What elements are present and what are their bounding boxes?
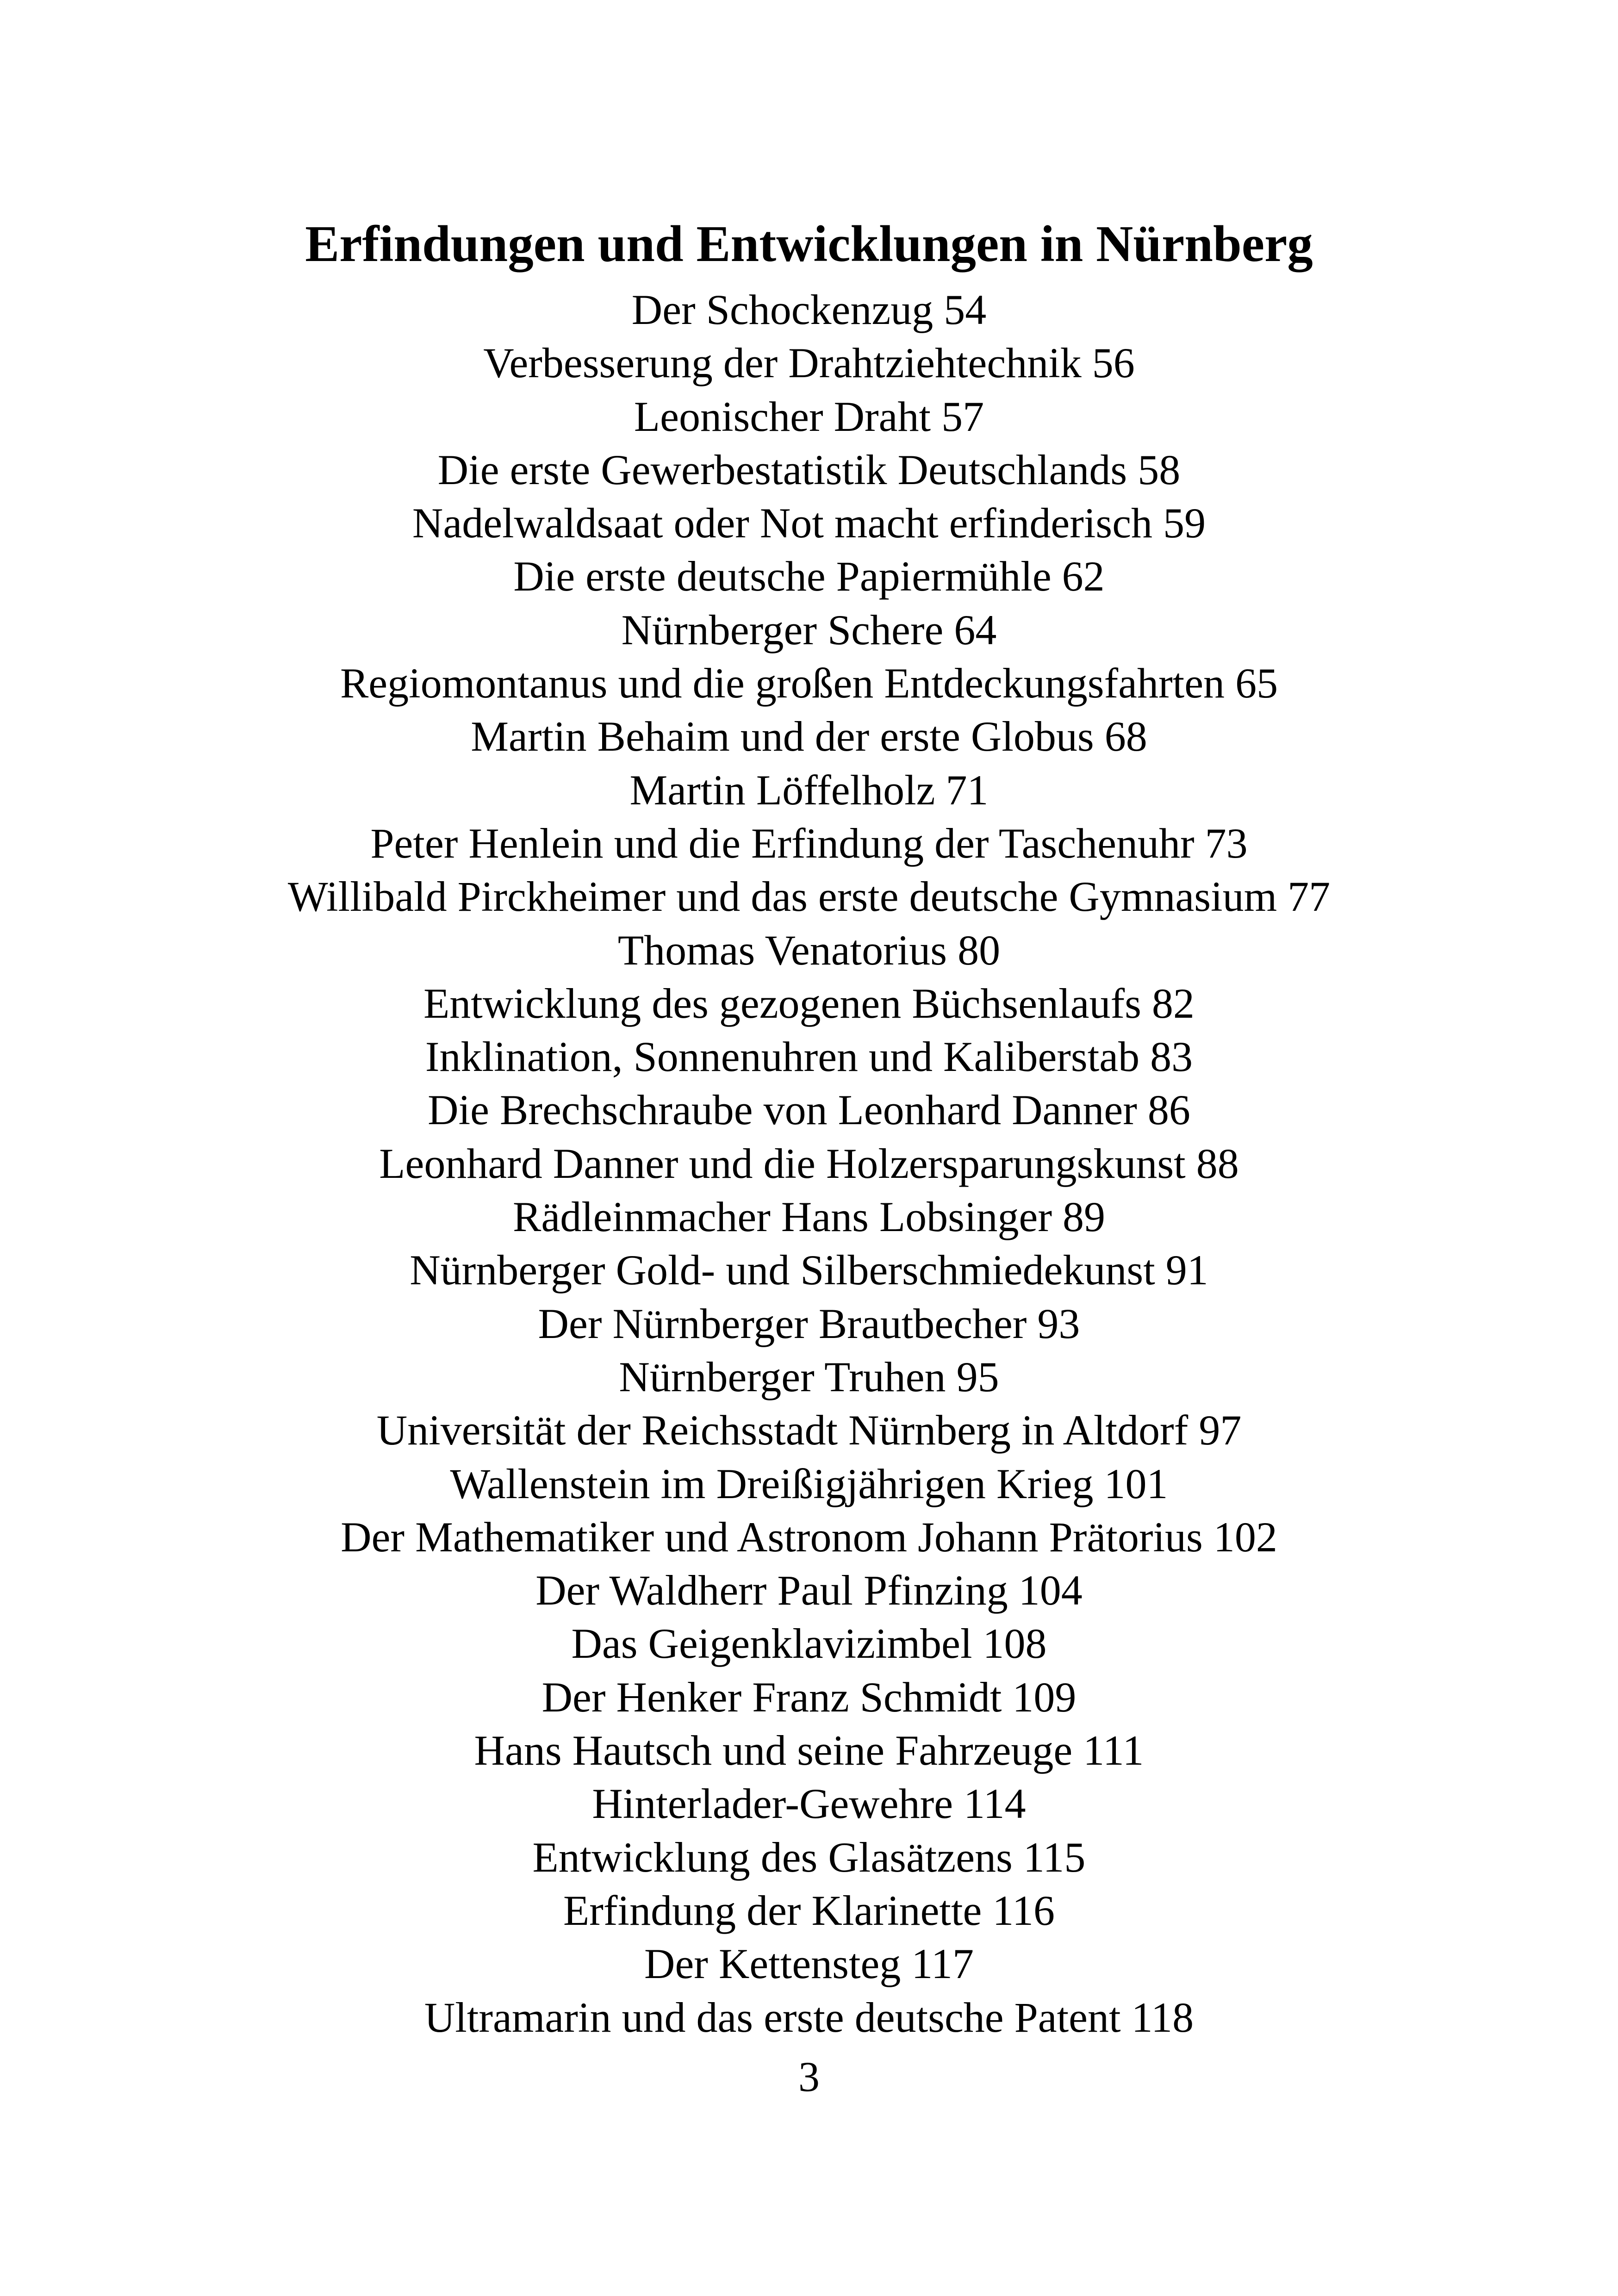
toc-entry-page-number: 117 (911, 1940, 974, 1988)
toc-entry-title: Der Kettensteg (644, 1940, 901, 1988)
toc-entry (0, 657, 1618, 710)
toc-entry-page-number: 88 (1196, 1139, 1239, 1187)
toc-entry-page-number: 56 (1092, 339, 1135, 387)
toc-entry-page-number: 115 (1023, 1833, 1086, 1881)
toc-entry-page-number: 68 (1104, 713, 1147, 760)
toc-entry-title: Erfindung der Klarinette (563, 1886, 982, 1934)
toc-entry (0, 1991, 1618, 2044)
toc-entry-page-number: 111 (1083, 1727, 1144, 1774)
toc-entry-title: Leonhard Danner und die Holzersparungskunst (379, 1139, 1186, 1187)
toc-entry (0, 390, 1618, 443)
toc-entry (0, 1190, 1618, 1244)
toc-entry (0, 1884, 1618, 1937)
toc-entry (0, 1937, 1618, 1991)
toc-entry (0, 1671, 1618, 1724)
toc-entry-title: Hinterlader-Gewehre (592, 1780, 953, 1828)
toc-entry (0, 817, 1618, 870)
toc-entry-title: Rädleinmacher Hans Lobsinger (513, 1193, 1052, 1241)
toc-entry-title: Ultramarin und das erste deutsche Patent (424, 1993, 1121, 2041)
toc-entry-title: Entwicklung des Glasätzens (532, 1833, 1013, 1881)
toc-entry-page-number: 104 (1018, 1567, 1083, 1614)
toc-entry-title: Nürnberger Truhen (619, 1353, 946, 1400)
toc-entry (0, 1030, 1618, 1083)
toc-entry (0, 497, 1618, 550)
toc-entry-title: Der Mathematiker und Astronom Johann Prätorius (341, 1513, 1203, 1561)
toc-entry-page-number: 108 (983, 1620, 1047, 1668)
toc-entry (0, 1617, 1618, 1670)
toc-entry-page-number: 57 (941, 392, 984, 440)
toc-entry-page-number: 77 (1288, 873, 1331, 921)
toc-entry-title: Thomas Venatorius (617, 926, 947, 974)
toc-entry (0, 710, 1618, 763)
toc-entry-title: Entwicklung des gezogenen Büchsenlaufs (423, 979, 1141, 1027)
toc-entry-page-number: 109 (1012, 1673, 1077, 1721)
toc-entry-page-number: 54 (944, 286, 987, 333)
toc-entry-page-number: 95 (956, 1353, 999, 1400)
toc-entry-title: Hans Hautsch und seine Fahrzeuge (474, 1727, 1073, 1774)
toc-entry-page-number: 101 (1104, 1460, 1168, 1507)
toc-entry-title: Das Geigenklavizimbel (571, 1620, 972, 1668)
toc-entry (0, 764, 1618, 817)
toc-entry-page-number: 58 (1138, 446, 1181, 493)
toc-entry (0, 1244, 1618, 1297)
toc-entry-title: Nürnberger Schere (621, 606, 944, 653)
toc-entry-title: Die erste deutsche Papiermühle (513, 553, 1052, 600)
toc-entry (0, 1404, 1618, 1457)
toc-entry-page-number: 62 (1062, 553, 1105, 600)
toc-entry-title: Willibald Pirckheimer und das erste deutsche Gymnasium (287, 873, 1277, 921)
toc-entry (0, 924, 1618, 977)
toc-entry-title: Regiomontanus und die großen Entdeckungsfahrten (340, 660, 1225, 707)
toc-entry (0, 1137, 1618, 1190)
toc-entry-title: Der Nürnberger Brautbecher (538, 1300, 1027, 1347)
toc-entry (0, 1831, 1618, 1884)
toc-entry-page-number: 114 (964, 1780, 1026, 1828)
toc-entry-title: Nürnberger Gold- und Silberschmiedekunst (410, 1246, 1155, 1294)
page-number: 3 (798, 2053, 820, 2100)
toc-entry-title: Martin Löffelholz (629, 766, 935, 814)
toc-entry-page-number: 93 (1037, 1300, 1080, 1347)
toc-entry-title: Leonischer Draht (634, 392, 931, 440)
toc-entry-page-number: 80 (958, 926, 1001, 974)
toc-entry (0, 1083, 1618, 1137)
section-heading: Erfindungen und Entwicklungen in Nürnberg (305, 216, 1313, 273)
toc-entry-title: Die erste Gewerbestatistik Deutschlands (437, 446, 1127, 493)
toc-entry-page-number: 71 (946, 766, 989, 814)
toc-entry-page-number: 97 (1199, 1406, 1242, 1454)
toc-entry (0, 1564, 1618, 1617)
toc-entry-page-number: 82 (1151, 979, 1195, 1027)
toc-entry-title: Inklination, Sonnenuhren und Kaliberstab (425, 1033, 1140, 1081)
toc-entry-page-number: 89 (1062, 1193, 1105, 1241)
toc-entry-title: Martin Behaim und der erste Globus (471, 713, 1094, 760)
toc-entry-title: Die Brechschraube von Leonhard Danner (428, 1086, 1137, 1134)
toc-entry-title: Nadelwaldsaat oder Not macht erfinderisch (412, 499, 1153, 547)
toc-entry (0, 977, 1618, 1030)
toc-entry (0, 604, 1618, 657)
toc-entry (0, 283, 1618, 336)
toc-entry-page-number: 102 (1213, 1513, 1277, 1561)
toc-entry-page-number: 64 (954, 606, 997, 653)
toc-entry (0, 443, 1618, 497)
toc-entry-title: Der Waldherr Paul Pfinzing (535, 1567, 1008, 1614)
toc-entry (0, 336, 1618, 390)
toc-entry-title: Peter Henlein und die Erfindung der Taschenuhr (370, 819, 1195, 867)
toc-entry-page-number: 118 (1131, 1993, 1194, 2041)
toc-entry (0, 550, 1618, 603)
toc-entry (0, 1457, 1618, 1511)
toc-entry-page-number: 59 (1163, 499, 1206, 547)
toc-entry (0, 870, 1618, 923)
table-of-contents (0, 283, 1618, 2044)
toc-entry (0, 1777, 1618, 1830)
toc-entry-title: Wallenstein im Dreißigjährigen Krieg (450, 1460, 1094, 1507)
toc-entry-title: Verbesserung der Drahtziehtechnik (483, 339, 1082, 387)
toc-entry-page-number: 73 (1205, 819, 1248, 867)
toc-entry-title: Der Schockenzug (631, 286, 933, 333)
toc-entry (0, 1511, 1618, 1564)
toc-entry-page-number: 83 (1150, 1033, 1193, 1081)
toc-entry-title: Der Henker Franz Schmidt (541, 1673, 1002, 1721)
toc-entry-title: Universität der Reichsstadt Nürnberg in Altdorf (376, 1406, 1189, 1454)
toc-entry-page-number: 91 (1165, 1246, 1208, 1294)
toc-entry (0, 1297, 1618, 1350)
toc-entry (0, 1724, 1618, 1777)
toc-entry-page-number: 65 (1235, 660, 1278, 707)
toc-entry-page-number: 116 (992, 1886, 1055, 1934)
toc-entry (0, 1350, 1618, 1404)
toc-entry-page-number: 86 (1147, 1086, 1190, 1134)
